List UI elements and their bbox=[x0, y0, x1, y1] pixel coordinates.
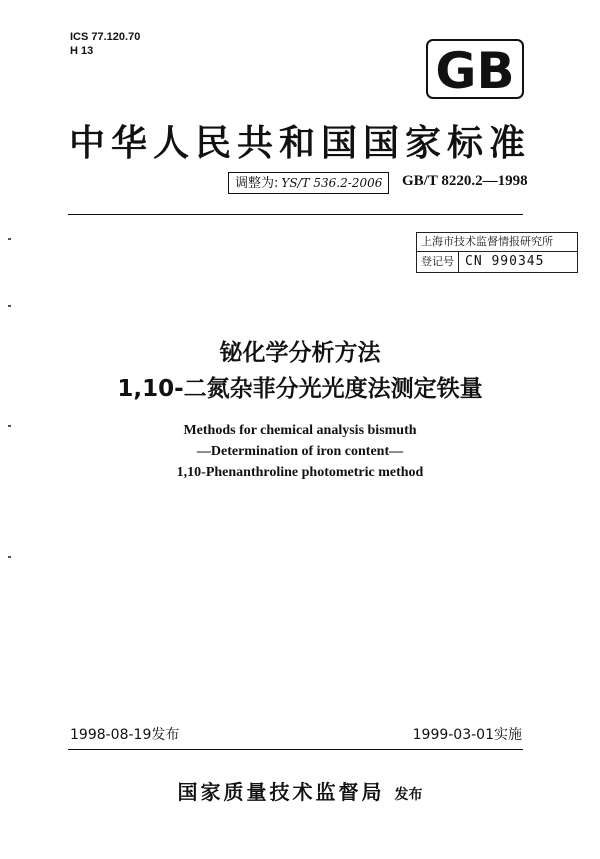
ics-block bbox=[70, 30, 140, 58]
registration-stamp bbox=[416, 232, 578, 273]
stamp-reg-value: CN 990345 bbox=[465, 254, 545, 269]
document-title-en-line1: Methods for chemical analysis bismuth bbox=[183, 423, 417, 438]
issuer bbox=[0, 776, 600, 805]
scan-edge-mark bbox=[8, 238, 11, 240]
issue-date: 1998-08-19发布 bbox=[70, 727, 180, 743]
stamp-reg-label: 登记号 bbox=[417, 252, 459, 272]
document-title-cn-line1: 铋化学分析方法 bbox=[219, 340, 381, 366]
ics-code: ICS 77.120.70 bbox=[70, 31, 141, 43]
adjustment-handwritten: YS/T 536.2-2006 bbox=[281, 176, 383, 190]
scan-edge-mark bbox=[8, 556, 11, 558]
document-title-cn-line2: 1,10-二氮杂菲分光光度法测定铁量 bbox=[117, 376, 483, 402]
header-divider bbox=[68, 214, 523, 215]
scan-edge-mark bbox=[8, 425, 11, 427]
class-code: H 13 bbox=[70, 45, 94, 57]
adjustment-label: 调整为: bbox=[235, 176, 279, 191]
adjustment-box bbox=[228, 172, 389, 194]
issuer-name: 国家质量技术监督局 bbox=[177, 780, 385, 804]
gb-logo bbox=[425, 38, 525, 100]
document-title-en-line2: —Determination of iron content— bbox=[196, 444, 404, 459]
issuer-action: 发布 bbox=[394, 787, 423, 803]
stamp-institute: 上海市技术监督情报研究所 bbox=[417, 233, 577, 252]
footer-divider bbox=[68, 749, 523, 750]
document-title-en-line3: 1,10-Phenanthroline photometric method bbox=[176, 465, 424, 480]
stamp-registration-row bbox=[417, 252, 577, 272]
effective-date: 1999-03-01实施 bbox=[412, 727, 522, 743]
gb-logo-text: GB bbox=[435, 42, 515, 100]
national-standard-title: 中华人民共和国国家标准 bbox=[68, 123, 531, 164]
standard-number: GB/T 8220.2—1998 bbox=[402, 173, 528, 189]
scan-edge-mark bbox=[8, 305, 11, 307]
